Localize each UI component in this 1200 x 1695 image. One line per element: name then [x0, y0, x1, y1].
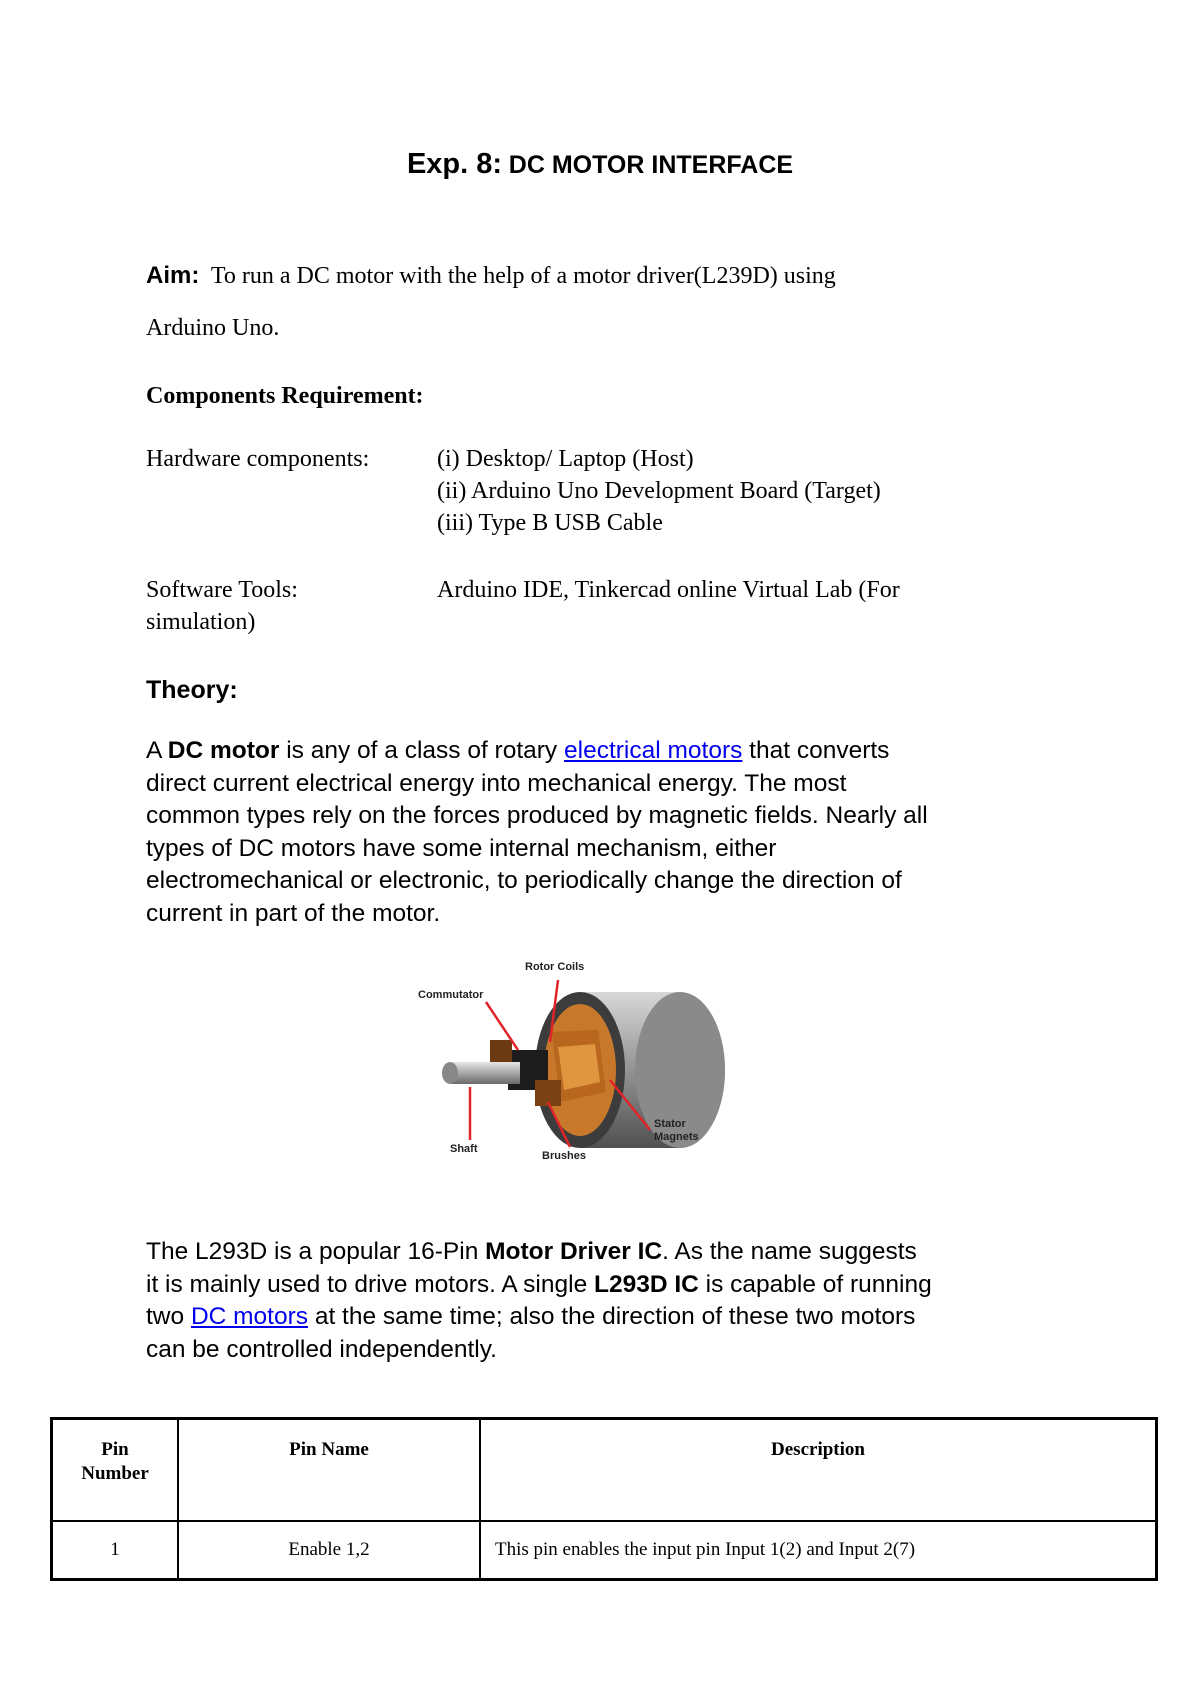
label-stator: Stator: [654, 1118, 686, 1130]
electrical-motors-link[interactable]: electrical motors: [564, 737, 743, 764]
p2-line-4: can be controlled independently.: [146, 1335, 497, 1363]
aim-line-1: [146, 250, 1046, 302]
title-prefix: Exp. 8:: [406, 148, 503, 180]
p2-motor-driver: Motor Driver IC: [485, 1238, 663, 1265]
header-pin-number-1: Pin: [101, 1439, 129, 1460]
page-title: [0, 148, 1200, 181]
hardware-item-2: (ii) Arduino Uno Development Board (Target): [437, 478, 881, 504]
aim-text-2: Arduino Uno.: [146, 315, 280, 341]
label-magnets: Magnets: [654, 1131, 699, 1143]
p1-line-5: electromechanical or electronic, to periodically change the direction of: [146, 867, 902, 894]
cell-pin-number: 1: [52, 1521, 179, 1580]
p2-c: it is mainly used to drive motors. A single: [146, 1270, 594, 1298]
p2-a: The L293D is a popular 16-Pin: [146, 1238, 486, 1265]
p1-b: is any of a class of rotary: [279, 737, 564, 764]
p2-d: is capable of running: [698, 1270, 932, 1298]
table-header-row: [52, 1419, 1157, 1522]
theory-paragraph-1: [146, 735, 1066, 930]
theory-heading: Theory:: [146, 676, 238, 704]
software-cont: simulation): [146, 609, 256, 635]
p1-line-2: direct current electrical energy into mechanical energy. The most: [146, 769, 847, 797]
p1-a: A: [146, 737, 168, 764]
p1-c: that converts: [742, 737, 890, 764]
p2-e: two: [146, 1303, 191, 1330]
cell-pin-name: Enable 1,2: [178, 1521, 480, 1580]
label-shaft: Shaft: [450, 1143, 478, 1155]
label-rotor-coils: Rotor Coils: [525, 961, 585, 973]
dc-motors-link[interactable]: DC motors: [190, 1303, 309, 1330]
p1-line-4: types of DC motors have some internal mechanism, either: [146, 834, 777, 862]
dc-motor-diagram: [418, 952, 760, 1202]
table-row: [52, 1521, 1157, 1580]
software-value: Arduino IDE, Tinkercad online Virtual Lab (For: [437, 577, 900, 603]
hardware-item-1: (i) Desktop/ Laptop (Host): [437, 446, 694, 472]
aim-text-1: To run a DC motor with the help of a motor driver(L239D) using: [210, 263, 836, 289]
theory-paragraph-2: [146, 1236, 1066, 1366]
p2-line-1: [146, 1236, 1066, 1269]
p1-line-1: [146, 735, 1066, 768]
pin-table: [50, 1417, 1158, 1581]
p2-l293d: L293D IC: [594, 1270, 699, 1298]
components-heading: Components Requirement:: [146, 383, 424, 409]
aim-label: Aim:: [146, 262, 200, 289]
p1-line-6: current in part of the motor.: [146, 899, 441, 927]
aim-section: [146, 250, 1046, 354]
cell-description: This pin enables the input pin Input 1(2) and Input 2(7): [480, 1521, 1157, 1580]
software-label: Software Tools:: [146, 577, 298, 603]
brush-top: [490, 1040, 512, 1062]
header-pin-number: [52, 1419, 179, 1522]
hardware-item-3: (iii) Type B USB Cable: [437, 510, 663, 536]
p2-f: at the same time; also the direction of these two motors: [308, 1303, 916, 1330]
p1-dc-motor: DC motor: [167, 737, 280, 764]
header-description: Description: [480, 1419, 1157, 1522]
p1-line-3: common types rely on the forces produced by magnetic fields. Nearly all: [146, 802, 928, 829]
header-pin-number-2: Number: [81, 1463, 149, 1484]
p2-b: . As the name suggests: [662, 1238, 917, 1265]
header-pin-name: Pin Name: [178, 1419, 480, 1522]
title-main: DC MOTOR INTERFACE: [508, 151, 794, 179]
shaft: [442, 1062, 520, 1084]
p2-line-3: [146, 1301, 1066, 1334]
label-brushes: Brushes: [542, 1150, 587, 1162]
label-commutator: Commutator: [418, 989, 484, 1001]
hardware-label: Hardware components:: [146, 446, 370, 472]
p2-line-2: [146, 1269, 1066, 1302]
